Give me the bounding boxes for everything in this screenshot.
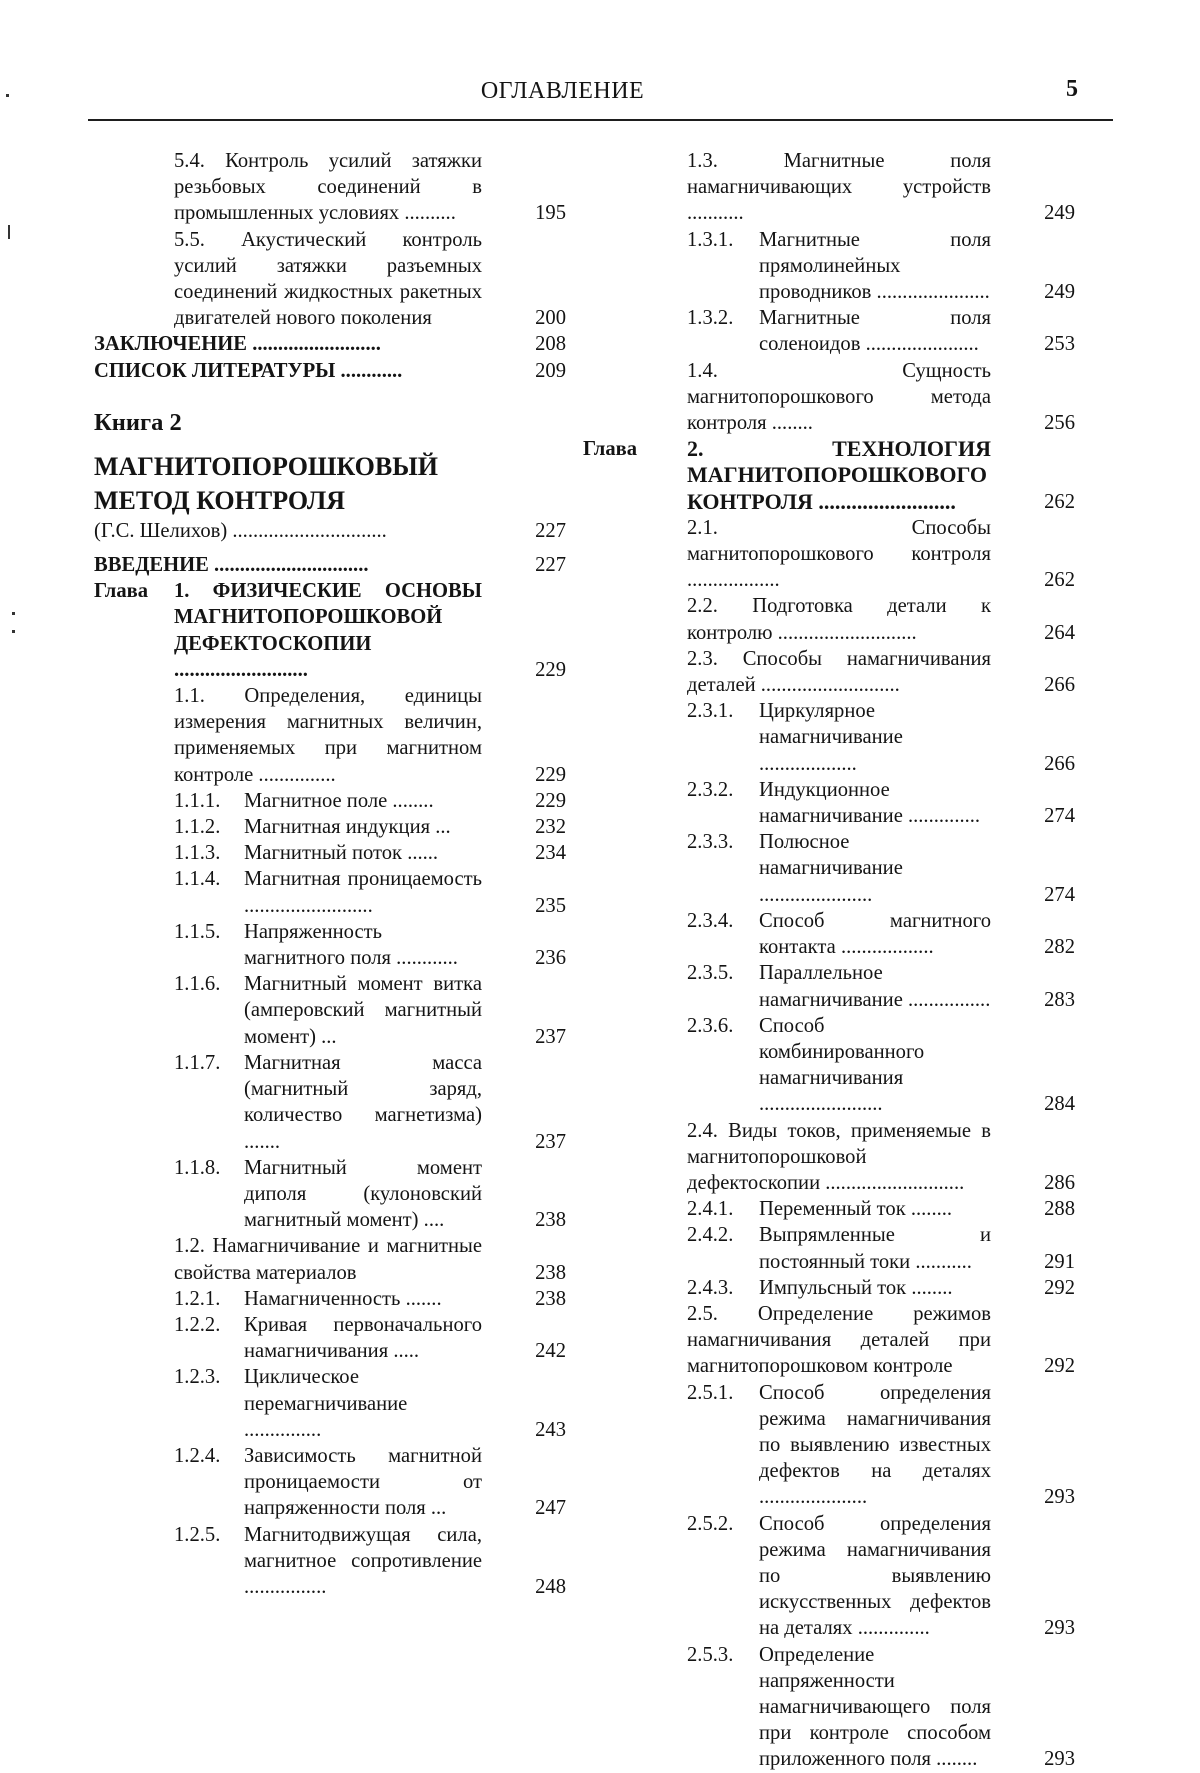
chapter-label: Глава — [94, 580, 149, 603]
toc-entry[interactable] — [613, 908, 1075, 960]
entry-title: Определение напряженности намагничивающего поля при контроле способом приложенного поля ........ — [759, 1643, 991, 1771]
toc-entry[interactable] — [613, 515, 1075, 594]
entry-title: (Г.С. Шелихов) .............................. — [94, 519, 387, 542]
toc-entry[interactable] — [94, 227, 566, 332]
entry-title: Магнитная индукция ... — [244, 816, 451, 839]
toc-entry[interactable] — [613, 777, 1075, 829]
entry-title: Намагниченность ....... — [244, 1287, 442, 1310]
entry-number: 2.5.3. — [687, 1643, 734, 1666]
entry-number: 2.5.2. — [687, 1512, 734, 1535]
toc-entry[interactable] — [94, 788, 566, 814]
entry-page: 227 — [535, 519, 566, 542]
book-title-line-2: МЕТОД КОНТРОЛЯ — [94, 485, 345, 515]
entry-title: 5.4. Контроль усилий затяжки резьбовых соединений в промышленных условиях .......... — [174, 150, 482, 225]
entry-title: ВВЕДЕНИЕ .............................. — [94, 554, 369, 577]
entry-title: Переменный ток ........ — [759, 1198, 953, 1221]
entry-title: Магнитный момент диполя (кулоновский магнитный момент) .... — [244, 1156, 482, 1232]
entry-page: 238 — [535, 1209, 566, 1232]
entry-title: Магнитная проницаемость ......................... — [244, 868, 482, 917]
entry-number: 2.3.1. — [687, 700, 734, 723]
entry-page: 266 — [1044, 752, 1075, 775]
book-label: Книга 2 — [94, 408, 182, 436]
entry-number: 1.1.5. — [174, 920, 221, 943]
toc-right-column — [583, 148, 1075, 1773]
entry-page: 229 — [535, 763, 566, 786]
entry-title: 2.3. Способы намагничивания деталей ........................... — [687, 647, 991, 697]
entry-number: 1.3.1. — [687, 228, 734, 251]
entry-number: 1.1.1. — [174, 789, 221, 812]
entry-page: 293 — [1044, 1486, 1075, 1509]
entry-title: Циклическое перемагничивание ............... — [244, 1366, 408, 1441]
toc-entry[interactable] — [613, 1511, 1075, 1642]
entry-title: Зависимость магнитной проницаемости от напряженности поля ... — [244, 1444, 482, 1520]
entry-title: СПИСОК ЛИТЕРАТУРЫ ............ — [94, 359, 403, 382]
entry-title: 1.4. Сущность магнитопорошкового метода контроля ........ — [687, 359, 991, 435]
scan-mark — [6, 94, 9, 97]
entry-title: Магнитный момент витка (амперовский магнитный момент) ... — [244, 973, 482, 1048]
toc-entry[interactable] — [94, 1233, 566, 1285]
toc-entry[interactable] — [613, 1301, 1075, 1380]
book-title-line-1: МАГНИТОПОРОШКОВЫЙ — [94, 451, 439, 481]
entry-number: 2.3.5. — [687, 962, 734, 985]
entry-number: 1.1.4. — [174, 868, 221, 891]
toc-entry[interactable] — [613, 698, 1075, 777]
toc-entry[interactable] — [94, 683, 566, 788]
entry-page: 243 — [535, 1418, 566, 1441]
entry-page: 200 — [535, 307, 566, 330]
toc-entry-conclusion[interactable] — [94, 331, 566, 357]
toc-entry-introduction[interactable] — [94, 552, 566, 578]
entry-title: Выпрямленные и постоянный токи ........... — [759, 1224, 991, 1273]
entry-number: 1.1.7. — [174, 1051, 221, 1074]
entry-title: 1.3. Магнитные поля намагничивающих устройств ........... — [687, 150, 991, 225]
toc-entry[interactable] — [613, 593, 1075, 645]
running-header: ОГЛАВЛЕНИЕ — [480, 78, 645, 104]
toc-entry-chapter-1[interactable] — [94, 578, 566, 683]
entry-number: 2.3.4. — [687, 909, 734, 932]
entry-number: 1.2.2. — [174, 1313, 221, 1336]
toc-entry[interactable] — [613, 1380, 1075, 1511]
entry-page: 229 — [535, 789, 566, 812]
entry-title: 2.4. Виды токов, применяемые в магнитопорошковой дефектоскопии ........................... — [687, 1119, 991, 1194]
entry-title: Импульсный ток ........ — [759, 1276, 953, 1299]
entry-page: 288 — [1044, 1198, 1075, 1221]
entry-number: 1.2.1. — [174, 1287, 221, 1310]
toc-entry[interactable] — [94, 1155, 566, 1234]
entry-page: 283 — [1044, 988, 1075, 1011]
entry-number: 2.3.2. — [687, 778, 734, 801]
entry-title: Магнитные поля прямолинейных проводников ...................... — [759, 228, 991, 304]
entry-title: Магнитная масса (магнитный заряд, количество магнетизма) ....... — [244, 1051, 482, 1153]
entry-title: Способ магнитного контакта .................. — [759, 909, 991, 959]
toc-entry[interactable] — [94, 971, 566, 1050]
scan-mark — [12, 612, 15, 615]
entry-title: ЗАКЛЮЧЕНИЕ ......................... — [94, 333, 381, 356]
toc-entry[interactable] — [94, 1364, 566, 1443]
entry-title: Магнитодвижущая сила, магнитное сопротивление ................ — [244, 1523, 482, 1598]
toc-entry[interactable] — [94, 1286, 566, 1312]
toc-entry[interactable] — [613, 1642, 1075, 1773]
entry-page: 256 — [1044, 412, 1075, 435]
toc-entry[interactable] — [613, 1222, 1075, 1274]
entry-page: 229 — [535, 658, 566, 681]
chapter-label: Глава — [583, 438, 638, 461]
scan-mark — [8, 225, 10, 239]
entry-number: 1.1.2. — [174, 816, 221, 839]
entry-page: 234 — [535, 842, 566, 865]
entry-number: 2.4.1. — [687, 1198, 734, 1221]
toc-entry[interactable] — [94, 840, 566, 866]
entry-page: 274 — [1044, 883, 1075, 906]
toc-entry[interactable] — [613, 148, 1075, 227]
toc-entry[interactable] — [94, 866, 566, 918]
entry-title: 2.1. Способы магнитопорошкового контроля .................. — [687, 516, 991, 592]
entry-title: 1. ФИЗИЧЕСКИЕ ОСНОВЫ МАГНИТОПОРОШКОВОЙ ДЕФЕКТОСКОПИИ .......................... — [174, 580, 482, 681]
entry-page: 238 — [535, 1287, 566, 1310]
entry-page: 293 — [1044, 1748, 1075, 1771]
entry-page: 195 — [535, 202, 566, 225]
entry-page: 284 — [1044, 1093, 1075, 1116]
entry-page: 249 — [1044, 202, 1075, 225]
entry-page: 237 — [535, 1025, 566, 1048]
entry-title: 2.5. Определение режимов намагничивания деталей при магнитопорошковом контроле — [687, 1302, 991, 1378]
entry-number: 1.1.8. — [174, 1156, 221, 1179]
entry-title: Магнитное поле ........ — [244, 789, 434, 812]
entry-page: 235 — [535, 894, 566, 917]
entry-number: 1.3.2. — [687, 307, 734, 330]
header-rule — [88, 119, 1113, 121]
entry-page: 293 — [1044, 1617, 1075, 1640]
entry-page: 248 — [535, 1575, 566, 1598]
page-number: 5 — [1066, 76, 1078, 102]
entry-title: Индукционное намагничивание .............. — [759, 778, 981, 828]
entry-title: 2.2. Подготовка детали к контролю ........................... — [687, 595, 991, 644]
toc-entry[interactable] — [94, 1312, 566, 1364]
entry-number: 2.3.6. — [687, 1014, 734, 1037]
toc-entry[interactable] — [94, 919, 566, 971]
toc-entry[interactable] — [613, 1118, 1075, 1197]
entry-title: Кривая первоначального намагничивания ..... — [244, 1313, 482, 1363]
entry-title: Магнитные поля соленоидов ...................... — [759, 307, 991, 356]
entry-title: Способ определения режима намагничивания по выявлению искусственных дефектов на деталях .............. — [759, 1512, 991, 1640]
entry-title: Полюсное намагничивание ...................... — [759, 831, 903, 906]
toc-entry[interactable] — [94, 814, 566, 840]
entry-title: Циркулярное намагничивание ................... — [759, 700, 903, 775]
toc-entry[interactable] — [94, 1443, 566, 1522]
entry-number: 1.2.3. — [174, 1366, 221, 1389]
entry-page: 227 — [535, 554, 566, 577]
entry-page: 292 — [1044, 1276, 1075, 1299]
toc-entry[interactable] — [613, 1013, 1075, 1118]
entry-page: 266 — [1044, 674, 1075, 697]
entry-number: 1.2.4. — [174, 1444, 221, 1467]
entry-page: 238 — [535, 1261, 566, 1284]
entry-page: 209 — [535, 359, 566, 382]
entry-page: 262 — [1044, 490, 1075, 513]
toc-entry[interactable] — [613, 227, 1075, 306]
entry-number: 1.2.5. — [174, 1523, 221, 1546]
entry-page: 253 — [1044, 333, 1075, 356]
toc-entry[interactable] — [613, 1196, 1075, 1222]
entry-page: 232 — [535, 816, 566, 839]
entry-page: 242 — [535, 1340, 566, 1363]
toc-entry-bibliography[interactable] — [94, 358, 566, 384]
toc-entry[interactable] — [613, 1275, 1075, 1301]
entry-number: 1.1.6. — [174, 973, 221, 996]
toc-entry[interactable] — [613, 646, 1075, 698]
toc-entry[interactable] — [94, 148, 566, 227]
entry-title: 1.2. Намагничивание и магнитные свойства материалов — [174, 1235, 482, 1284]
entry-title: 1.1. Определения, единицы измерения магнитных величин, применяемых при магнитном контроле ............... — [174, 685, 482, 786]
entry-page: 291 — [1044, 1250, 1075, 1273]
toc-entry[interactable] — [613, 305, 1075, 357]
entry-page: 274 — [1044, 805, 1075, 828]
entry-title: 2. ТЕХНОЛОГИЯ МАГНИТОПОРОШКОВОГО КОНТРОЛЯ ......................... — [687, 436, 991, 514]
entry-page: 247 — [535, 1497, 566, 1520]
toc-entry-author[interactable] — [94, 518, 566, 544]
entry-title: Способ определения режима намагничивания по выявлению известных дефектов на деталях ..................... — [759, 1381, 991, 1509]
toc-entry[interactable] — [94, 1522, 566, 1601]
entry-page: 236 — [535, 947, 566, 970]
entry-number: 2.4.2. — [687, 1224, 734, 1247]
toc-entry[interactable] — [613, 829, 1075, 908]
entry-page: 237 — [535, 1130, 566, 1153]
scan-mark — [12, 630, 15, 633]
entry-page: 286 — [1044, 1171, 1075, 1194]
toc-left-column — [94, 148, 566, 1600]
entry-number: 2.4.3. — [687, 1276, 734, 1299]
toc-entry-chapter-2[interactable] — [583, 436, 1075, 515]
entry-number: 2.5.1. — [687, 1381, 734, 1404]
toc-entry[interactable] — [613, 358, 1075, 437]
entry-page: 282 — [1044, 936, 1075, 959]
entry-page: 249 — [1044, 281, 1075, 304]
entry-page: 292 — [1044, 1355, 1075, 1378]
entry-page: 262 — [1044, 569, 1075, 592]
entry-page: 264 — [1044, 621, 1075, 644]
entry-title: Напряженность магнитного поля ............ — [244, 920, 458, 970]
entry-title: 5.5. Акустический контроль усилий затяжки разъемных соединений жидкостных ракетных двигателей нового поколения — [174, 228, 482, 330]
entry-number: 1.1.3. — [174, 842, 221, 865]
entry-title: Магнитный поток ...... — [244, 842, 439, 865]
entry-number: 2.3.3. — [687, 831, 734, 854]
toc-entry[interactable] — [94, 1050, 566, 1155]
entry-title: Способ комбинированного намагничивания ........................ — [759, 1014, 925, 1116]
entry-title: Параллельное намагничивание ................ — [759, 962, 991, 1011]
toc-entry[interactable] — [613, 960, 1075, 1012]
entry-page: 208 — [535, 333, 566, 356]
